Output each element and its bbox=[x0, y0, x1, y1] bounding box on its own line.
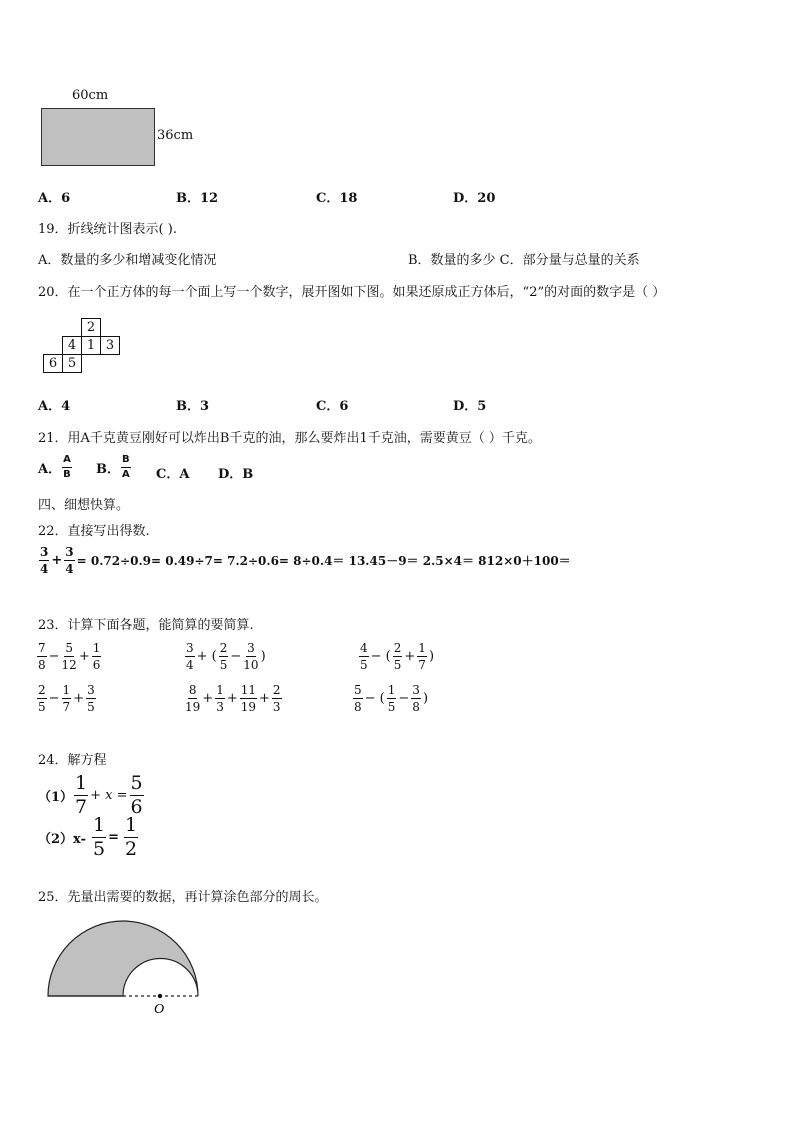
q23-stem: 23．计算下面各题，能简算的要简算. bbox=[38, 618, 254, 633]
center-point bbox=[158, 994, 162, 998]
q22-expressions bbox=[38, 546, 572, 575]
q23-expr-2: $\frac{3}{4}$ + ( $\frac{2}{5}$ − $\frac{3}{10}$ ) bbox=[186, 641, 266, 672]
operator: + bbox=[51, 553, 63, 568]
fraction: $\frac{B}{A}$ bbox=[121, 454, 130, 480]
q23-expr-5: $\frac{8}{19}$ + $\frac{1}{3}$ + $\frac{11}{19}$ + $\frac{2}{3}$ bbox=[185, 683, 281, 714]
shaded-rectangle bbox=[41, 108, 155, 166]
net-face: 2 bbox=[82, 319, 101, 337]
q24-stem: 24．解方程 bbox=[38, 753, 107, 768]
q20-option-a[interactable]: A．4 bbox=[38, 399, 71, 414]
rect-height-label: 36cm bbox=[157, 128, 194, 143]
q21-option-b[interactable] bbox=[96, 455, 132, 480]
q21-a-label: A． bbox=[38, 462, 62, 477]
q22-stem: 22．直接写出得数. bbox=[38, 524, 150, 539]
rect-width-label: 60cm bbox=[72, 88, 109, 103]
q22-rest: = 0.72÷0.9= 0.49÷7= 7.2÷0.6= 8÷0.4＝ 13.45－9＝ 2.5×4＝ 812×0＋100＝ bbox=[76, 554, 571, 568]
shaded-region bbox=[48, 921, 198, 996]
q18-option-c[interactable]: C．18 bbox=[316, 191, 358, 206]
net-face: 4 bbox=[63, 337, 82, 355]
q23-expr-3: $\frac{4}{5}$ − ( $\frac{2}{5}$ + $\frac{1}{7}$ ) bbox=[360, 641, 435, 672]
q19-stem: 19．折线统计图表示( ). bbox=[38, 222, 177, 237]
q21-b-label: B． bbox=[96, 462, 120, 477]
q18-option-d[interactable]: D．20 bbox=[453, 191, 496, 206]
q21-option-c[interactable]: C．A bbox=[156, 467, 190, 482]
fraction: $\frac{3}{4}$ bbox=[65, 545, 74, 576]
net-face: 1 bbox=[82, 337, 101, 355]
equation-label: （2）x- bbox=[38, 832, 86, 847]
q21-stem: 21．用A千克黄豆刚好可以炸出B千克的油，那么要炸出1千克油，需要黄豆（ ）千克。 bbox=[38, 431, 541, 446]
q20-stem: 20．在一个正方体的每一个面上写一个数字，展开图如下图。如果还原成正方体后，“2”的对面的数字是（ ） bbox=[38, 285, 666, 300]
q21-option-a[interactable] bbox=[38, 455, 73, 480]
q18-option-a[interactable]: A．6 bbox=[38, 191, 71, 206]
q19-option-a[interactable]: A．数量的多少和增减变化情况 bbox=[38, 253, 217, 268]
equation-1: （1） $\frac{1}{7}$ + x = $\frac{5}{6}$ bbox=[38, 772, 143, 818]
net-face: 5 bbox=[63, 355, 82, 373]
semicircle-figure bbox=[40, 915, 210, 1020]
q20-option-b[interactable]: B．3 bbox=[176, 399, 210, 414]
q23-expr-6: $\frac{5}{8}$ − ( $\frac{1}{5}$ − $\frac{3}{8}$ ) bbox=[354, 683, 429, 714]
q20-option-c[interactable]: C．6 bbox=[316, 399, 349, 414]
net-face: 6 bbox=[44, 355, 63, 373]
q23-expr-1: $\frac{7}{8}$ − $\frac{5}{12}$ + $\frac{1}{6}$ bbox=[38, 641, 101, 672]
q25-stem: 25．先量出需要的数据，再计算涂色部分的周长。 bbox=[38, 890, 328, 905]
fraction: $\frac{3}{4}$ bbox=[40, 545, 49, 576]
q20-option-d[interactable]: D．5 bbox=[453, 399, 487, 414]
q21-option-d[interactable]: D．B bbox=[218, 467, 254, 482]
fraction: $\frac{A}{B}$ bbox=[63, 454, 71, 480]
net-face: 3 bbox=[101, 337, 120, 355]
equation-2: （2）x- $\frac{1}{5}$ = $\frac{1}{2}$ bbox=[38, 814, 138, 860]
equation-label: （1） bbox=[38, 790, 74, 805]
cube-net bbox=[43, 318, 120, 373]
center-label: O bbox=[154, 1002, 165, 1017]
section-heading: 四、细想快算。 bbox=[38, 498, 130, 513]
q18-option-b[interactable]: B．12 bbox=[176, 191, 219, 206]
q19-options-bc[interactable]: B．数量的多少 C．部分量与总量的关系 bbox=[408, 253, 640, 268]
q23-expr-4: $\frac{2}{5}$ − $\frac{1}{7}$ + $\frac{3}{5}$ bbox=[38, 683, 95, 714]
